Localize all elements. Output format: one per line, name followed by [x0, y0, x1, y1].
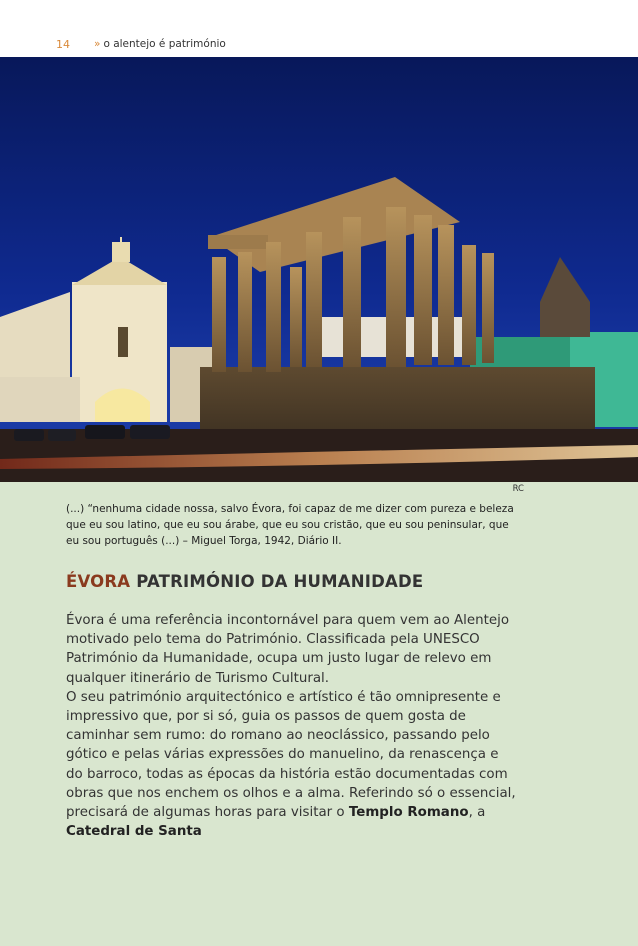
bold-term-templo-romano: Templo Romano — [348, 805, 469, 821]
body-text — [66, 611, 516, 841]
page-number: 14 — [56, 38, 70, 51]
section-title-rest: PATRIMÓNIO DA HUMANIDADE — [130, 572, 424, 591]
chevron-icon: » — [94, 38, 101, 50]
running-title — [94, 38, 226, 50]
roman-temple-photo — [0, 57, 638, 482]
paragraph-1: Évora é uma referência incontornável para quem vem ao Alentejo motivado pelo tema do Património. Classificada pela UNESCO Património da Humanidade, ocupa um justo lugar de relevo em qualquer itinerário de Turismo Cultural. — [66, 613, 510, 686]
section-title — [66, 572, 423, 591]
paragraph-2-text: O seu património arquitectónico e artístico é tão omnipresente e impressivo que, por si só, guia os passos de quem gosta de caminhar sem rumo: do romano ao neoclássico, passando pelo gótico e pelas várias expressões do manuelino, da renascença e do barroco, todas as épocas da história estão documentadas com obras que nos enchem os olhos e a alma. Referindo só o essencial, precisará de algumas horas para visitar o — [66, 689, 516, 821]
epigraph-quote: (...) “nenhuma cidade nossa, salvo Évora, foi capaz de me dizer com pureza e beleza que eu sou latino, que eu sou árabe, que eu sou cristão, que eu sou peninsular, que eu sou português (...) – Miguel Torga, 1942, Diário II. — [66, 503, 514, 547]
section-title-city: ÉVORA — [66, 572, 131, 591]
page-header — [0, 0, 638, 57]
bold-term-catedral: Catedral de Santa — [66, 824, 202, 840]
paragraph-2 — [66, 688, 516, 842]
paragraph-2-connector: , a — [468, 805, 486, 821]
running-title-text: o alentejo é património — [103, 38, 226, 50]
photo-credit: RC — [512, 484, 524, 494]
